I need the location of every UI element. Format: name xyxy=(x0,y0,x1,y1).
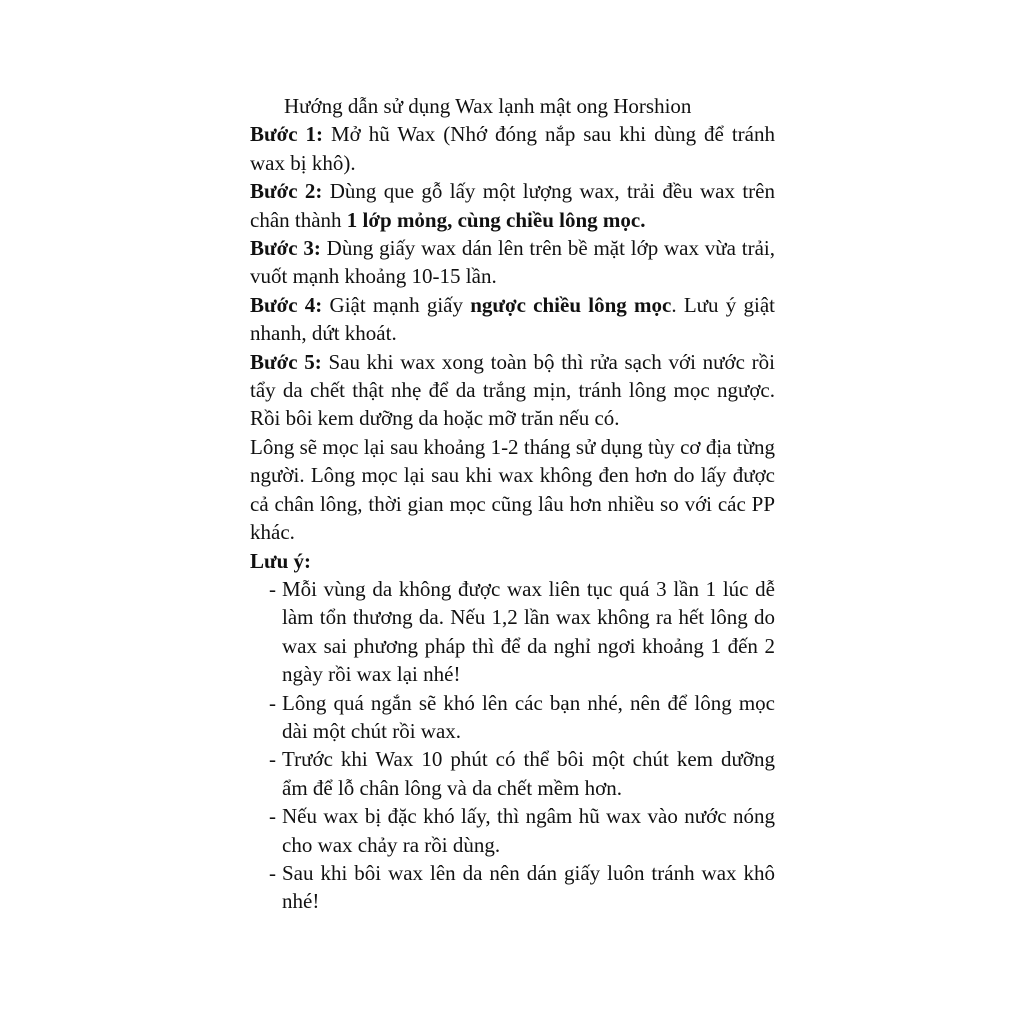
dash-marker: - xyxy=(269,690,276,715)
note-text: Mỗi vùng da không được wax liên tục quá 3 lần 1 lúc dễ làm tổn thương da. Nếu 1,2 lần wax không ra hết lông do wax sai phương pháp thì để da nghỉ ngơi khoảng 1 đến 2 ngày rồi wax lại nhé! xyxy=(282,576,775,687)
step-4-label: Bước 4: xyxy=(250,292,323,317)
note-text: Sau khi bôi wax lên da nên dán giấy luôn tránh wax khô nhé! xyxy=(282,860,775,914)
step-2-label: Bước 2: xyxy=(250,179,323,204)
step-5-text: Sau khi wax xong toàn bộ thì rửa sạch với nước rồi tẩy da chết thật nhẹ để da trắng mịn, tránh lông mọc ngược. Rồi bôi kem dưỡng da hoặc mỡ trăn nếu có. xyxy=(250,349,775,431)
step-4-emphasis: ngược chiều lông mọc xyxy=(470,292,672,317)
step-3-label: Bước 3: xyxy=(250,236,321,261)
step-1-text: Mở hũ Wax (Nhớ đóng nắp sau khi dùng để tránh wax bị khô). xyxy=(250,122,775,175)
step-1 xyxy=(250,120,775,177)
note-item xyxy=(250,689,775,746)
notes-list xyxy=(250,575,775,916)
step-4 xyxy=(250,291,775,348)
instruction-document xyxy=(250,92,775,916)
dash-marker: - xyxy=(269,860,276,885)
step-2-emphasis: 1 lớp mỏng, cùng chiều lông mọc. xyxy=(346,207,646,232)
step-2-text: Dùng que gỗ lấy một lượng wax, trải đều wax trên chân thành xyxy=(250,179,775,232)
step-1-label: Bước 1: xyxy=(250,122,324,147)
document-title: Hướng dẫn sử dụng Wax lạnh mật ong Horshion xyxy=(284,94,692,118)
note-item xyxy=(250,745,775,802)
dash-marker: - xyxy=(269,576,276,601)
step-4-text-after: . Lưu ý giật nhanh, dứt khoát. xyxy=(250,292,775,346)
step-4-text: Giật mạnh giấy xyxy=(322,292,471,317)
note-text: Lông quá ngắn sẽ khó lên các bạn nhé, nên để lông mọc dài một chút rồi wax. xyxy=(282,690,775,743)
step-3 xyxy=(250,234,775,291)
note-text: Nếu wax bị đặc khó lấy, thì ngâm hũ wax vào nước nóng cho wax chảy ra rồi dùng. xyxy=(282,804,775,857)
regrowth-paragraph: Lông sẽ mọc lại sau khoảng 1-2 tháng sử dụng tùy cơ địa từng người. Lông mọc lại sau khi wax không đen hơn do lấy được cả chân lông, thời gian mọc cũng lâu hơn nhiều so với các PP khác. xyxy=(250,434,775,545)
dash-marker: - xyxy=(269,804,276,829)
step-5 xyxy=(250,348,775,433)
note-item xyxy=(250,859,775,916)
step-3-text: Dùng giấy wax dán lên trên bề mặt lớp wax vừa trải, vuốt mạnh khoảng 10-15 lần. xyxy=(250,236,775,289)
notes-heading: Lưu ý: xyxy=(250,548,312,573)
note-item xyxy=(250,575,775,689)
dash-marker: - xyxy=(269,747,276,772)
note-item xyxy=(250,802,775,859)
step-2 xyxy=(250,177,775,234)
note-text: Trước khi Wax 10 phút có thể bôi một chút kem dưỡng ẩm để lỗ chân lông và da chết mềm hơn. xyxy=(282,747,775,800)
step-5-label: Bước 5: xyxy=(250,349,322,374)
